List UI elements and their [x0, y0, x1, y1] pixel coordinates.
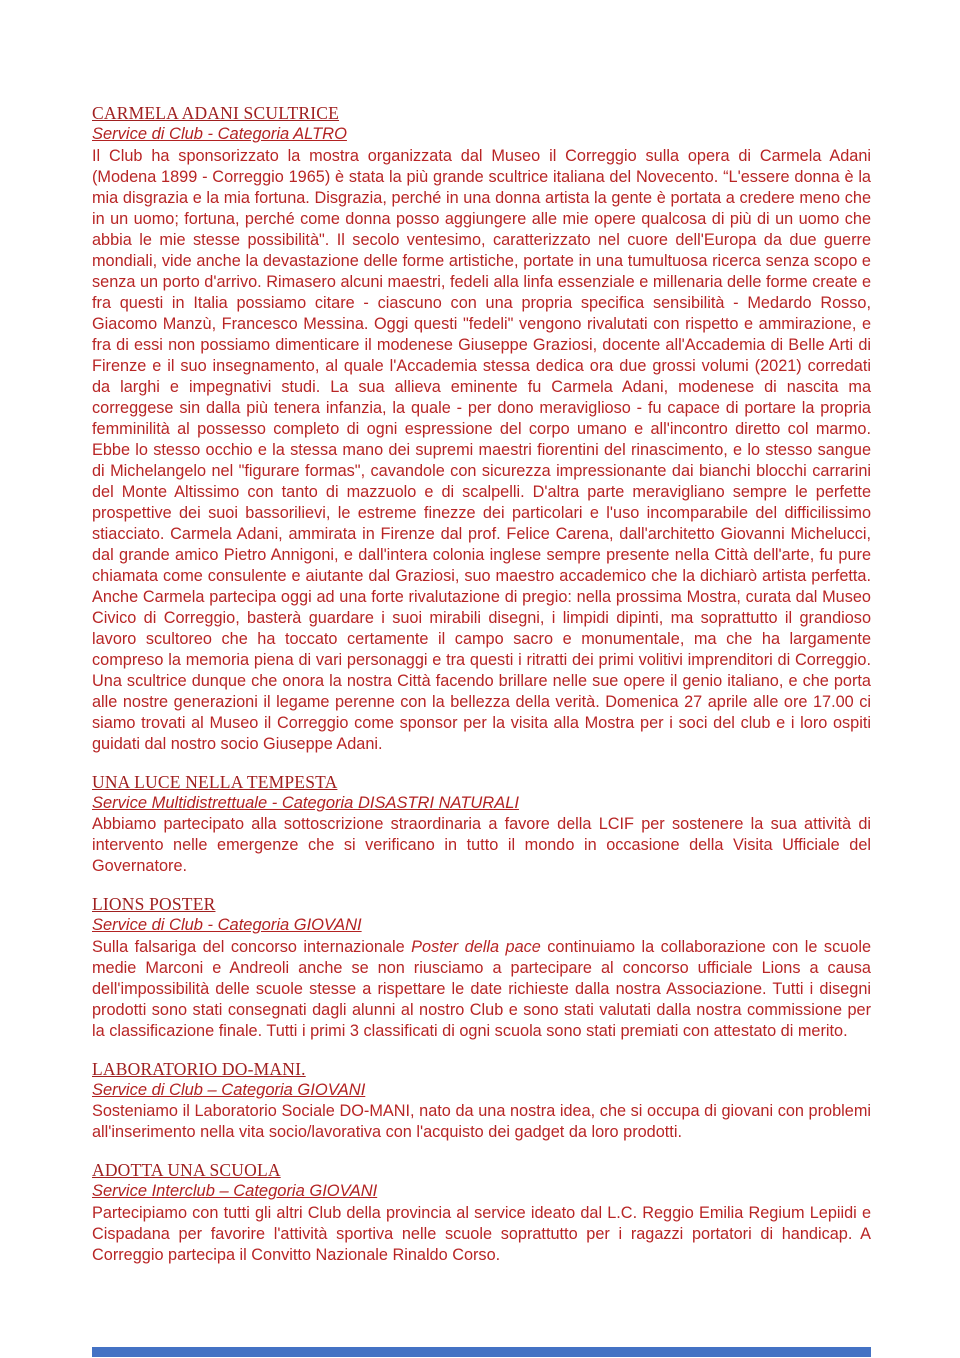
body-text: Sosteniamo il Laboratorio Sociale DO-MANI, nato da una nostra idea, che si occupa di giovani con problemi all'inserimento nella vita socio/lavorativa con l'acquisto dei gadget da loro prodotti. [92, 1102, 871, 1141]
section-title: ADOTTA UNA SCUOLA [92, 1160, 281, 1180]
section-title: UNA LUCE NELLA TEMPESTA [92, 771, 338, 792]
body-text: Partecipiamo con tutti gli altri Club della provincia al service ideato dal L.C. Reggio Emilia Regium Lepiidi e Cispadana per favorire l'attività sportiva nelle scuole soprattutto per i ragazzi portatori di handicap. A Correggio partecipa il Convitto Nazionale Rinaldo Corso. [92, 1203, 871, 1264]
bottom-banner-edge [92, 1347, 871, 1357]
section-title: LIONS POSTER [92, 894, 216, 914]
section-body [92, 814, 871, 877]
section-subtitle: Service di Club - Categoria GIOVANI [92, 916, 362, 934]
section-carmela-adani [92, 103, 871, 755]
document-page [92, 103, 871, 1283]
section-una-luce-nella-tempesta [92, 772, 871, 878]
body-text: Sulla falsariga del concorso internazionale [92, 937, 412, 956]
section-laboratorio-do-mani [92, 1059, 871, 1144]
section-subtitle: Service di Club – Categoria GIOVANI [92, 1080, 366, 1099]
section-body [92, 146, 871, 755]
body-italic-phrase: Poster della pace [411, 937, 541, 956]
section-body [92, 937, 871, 1042]
body-text: continuiamo la collaborazione con le scuole medie Marconi e Andreoli anche se non riusciamo a partecipare al concorso ufficiale Lions a causa dell'impossibilità delle scuole stesse a rispettare le date richieste dalla nostra Associazione. Tutti i disegni prodotti sono stati consegnati dagli alunni al nostro Club e sono stati valutati dalla nostra commissione per la classificazione finale. Tutti i primi 3 classificati di ogni scuola sono stati premiati con attestato di merito. [92, 937, 871, 1040]
section-subtitle: Service Interclub – Categoria GIOVANI [92, 1182, 378, 1200]
section-subtitle: Service di Club - Categoria ALTRO [92, 125, 347, 143]
body-text: Il Club ha sponsorizzato la mostra organizzata dal Museo il Correggio sulla opera di Carmela Adani (Modena 1899 - Correggio 1965) è stata la più grande scultrice italiana del Novecento. “L'essere donna è la mia disgrazia e la mia fortuna. Disgrazia, perché in una donna artista la gente è portata a credere meno che in un uomo; fortuna, perché come donna posso aggiungere alle mie opere qualcosa di più di un uomo che abbia le mie stesse possibilità". Il secolo ventesimo, caratterizzato nel cuore dell'Europa da due guerre mondiali, vide anche la devastazione delle forme artistiche, portate in una tumultuosa ricerca senza scopo e senza un porto d'arrivo. Rimasero alcuni maestri, fedeli alla linfa essenziale e millenaria delle forme create e fra questi in Italia possiamo citare - ciascuno con una propria specifica sensibilità - Medardo Rosso, Giacomo Manzù, Francesco Messina. Oggi questi "fedeli" vengono rivalutati con rispetto e ammirazione, e fra di essi non possiamo dimenticare il modenese Giuseppe Graziosi, docente all'Accademia di Belle Arti di Firenze e il suo insegnamento, al quale l'Accademia stessa dedica ora due grossi volumi (2021) corredati da larghi e impegnativi studi. La sua allieva eminente fu Carmela Adani, modenese di nascita ma correggese sin dalla più tenera infanzia, la quale - per dono meraviglioso - fu capace di portare la propria femminilità al possesso completo di ogni espressione del corpo umano e all'incontro diretto col marmo. Ebbe lo stesso occhio e la stessa mano dei supremi maestri fiorentini del rinascimento, e lo stesso sangue di Michelangelo nel "figurare formas", cavandole con sicurezza impressionante dai bianchi blocchi carrarini del Monte Altissimo con tanto di mazzuolo e di scalpelli. D'altra parte meravigliano sempre le perfette prospettive dei suoi bassorilievi, le estreme finezze dei particolari e l'uso incomparabile del difficilissimo stiacciato. Carmela Adani, ammirata in Firenze dal prof. Felice Carena, dall'architetto Giovanni Michelucci, dal grande amico Pietro Annigoni, e dall'intera colonia inglese sempre presente nella Città dell'arte, fu pure chiamata come consulente e aiutante dal Graziosi, suo maestro accademico che la dichiarò artista perfetta. Anche Carmela partecipa oggi ad una forte rivalutazione di pregio: nella prossima Mostra, curata dal Museo Civico di Correggio, basterà guardare i suoi mirabili disegni, i limpidi dipinti, ma soprattutto il grandioso lavoro scultoreo che ha toccato certamente il campo sacro e monumentale, ma che ha largamente compreso la memoria piena di vari personaggi e tra questi i ritratti dei primi volitivi imprenditori di Correggio. Una scultrice dunque che onora la nostra Città facendo brillare nelle sue opere il genio italiano, e che porta alle nostre generazioni il legame perenne con la bellezza della verità. Domenica 27 aprile alle ore 17.00 ci siamo trovati al Museo il Correggio come sponsor per la visita alla Mostra per i soci del club e i loro ospiti guidati dal nostro socio Giuseppe Adani. [92, 146, 871, 753]
section-body [92, 1203, 871, 1266]
section-title: LABORATORIO DO-MANI. [92, 1058, 306, 1079]
section-title: CARMELA ADANI SCULTRICE [92, 103, 340, 123]
section-body [92, 1101, 871, 1143]
body-text: Abbiamo partecipato alla sottoscrizione straordinaria a favore della LCIF per sostenere la sua attività di intervento nelle emergenze che si verificano in tutto il mondo in occasione della Visita Ufficiale del Governatore. [92, 815, 871, 875]
section-adotta-una-scuola [92, 1160, 871, 1266]
section-subtitle: Service Multidistrettuale - Categoria DISASTRI NATURALI [92, 793, 519, 812]
section-lions-poster [92, 894, 871, 1042]
